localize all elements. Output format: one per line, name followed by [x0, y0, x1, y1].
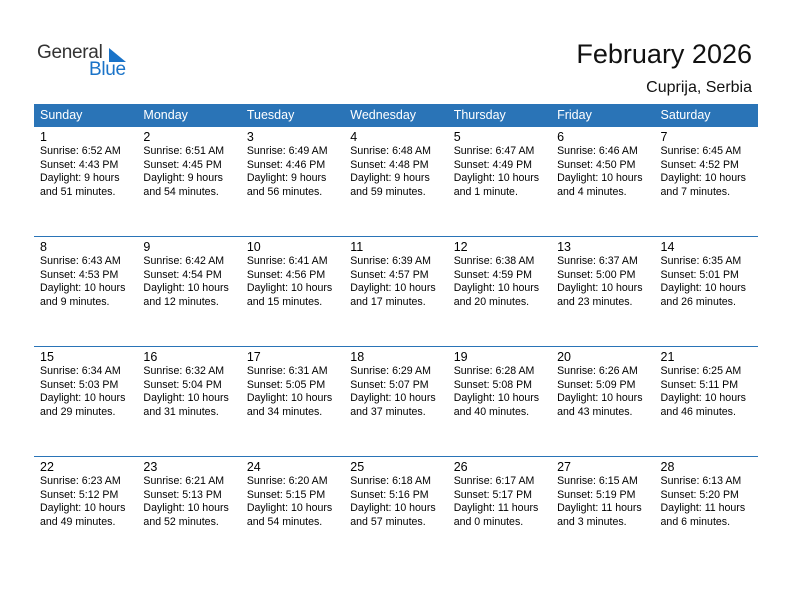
- sunset-text: Sunset: 5:17 PM: [453, 488, 533, 501]
- daylight-text: Daylight: 10 hours: [453, 392, 540, 404]
- sunrise-text: Sunrise: 6:39 AM: [350, 255, 431, 267]
- daylight-minutes-text: and 49 minutes.: [40, 515, 116, 528]
- daylight-minutes-text: and 12 minutes.: [143, 295, 219, 308]
- daylight-text: Daylight: 10 hours: [40, 282, 126, 294]
- sunset-text: Sunset: 4:59 PM: [453, 268, 533, 281]
- day-cell: [241, 127, 344, 236]
- daylight-minutes-text: and 34 minutes.: [246, 405, 323, 418]
- day-cell: [448, 457, 551, 566]
- daylight-text: Daylight: 10 hours: [350, 282, 436, 294]
- sunset-text: Sunset: 4:45 PM: [143, 158, 222, 171]
- sunrise-text: Sunrise: 6:23 AM: [40, 475, 121, 487]
- location-label: Cuprija, Serbia: [646, 79, 752, 96]
- daylight-text: Daylight: 11 hours: [557, 502, 642, 514]
- daylight-text: Daylight: 10 hours: [453, 172, 540, 184]
- day-number: 13: [557, 240, 572, 254]
- sunset-text: Sunset: 4:50 PM: [557, 158, 636, 171]
- daylight-text: Daylight: 11 hours: [660, 502, 746, 514]
- logo-text-general: General: [37, 42, 103, 63]
- daylight-minutes-text: and 17 minutes.: [350, 295, 426, 308]
- daylight-minutes-text: and 52 minutes.: [143, 515, 219, 528]
- sunset-text: Sunset: 4:54 PM: [143, 268, 222, 281]
- sunset-text: Sunset: 5:20 PM: [660, 488, 739, 501]
- day-number: 8: [40, 240, 47, 254]
- day-cell: [137, 127, 240, 236]
- daylight-minutes-text: and 43 minutes.: [557, 405, 633, 418]
- calendar-grid: [34, 104, 758, 566]
- day-cell: [551, 237, 654, 346]
- daylight-minutes-text: and 9 minutes.: [40, 295, 110, 308]
- day-cell: [241, 347, 344, 456]
- daylight-minutes-text: and 20 minutes.: [453, 295, 530, 308]
- sunrise-text: Sunrise: 6:18 AM: [350, 475, 431, 487]
- sunrise-text: Sunrise: 6:47 AM: [453, 145, 535, 157]
- day-number: 14: [660, 240, 675, 254]
- weekday-saturday: Saturday: [660, 108, 711, 122]
- daylight-minutes-text: and 7 minutes.: [660, 185, 731, 198]
- sunset-text: Sunset: 5:00 PM: [557, 268, 636, 281]
- sunset-text: Sunset: 4:56 PM: [246, 268, 326, 281]
- day-number: 25: [350, 460, 365, 474]
- day-number: 20: [557, 350, 572, 364]
- day-cell: [34, 457, 137, 566]
- day-cell: [34, 237, 137, 346]
- sunrise-text: Sunrise: 6:46 AM: [557, 145, 638, 157]
- daylight-text: Daylight: 9 hours: [350, 172, 430, 184]
- sunrise-text: Sunrise: 6:25 AM: [660, 365, 742, 377]
- daylight-text: Daylight: 9 hours: [246, 172, 327, 184]
- daylight-minutes-text: and 29 minutes.: [40, 405, 116, 418]
- sunrise-text: Sunrise: 6:52 AM: [40, 145, 121, 157]
- sunset-text: Sunset: 5:03 PM: [40, 378, 119, 391]
- daylight-text: Daylight: 10 hours: [660, 392, 746, 404]
- sunrise-text: Sunrise: 6:35 AM: [660, 255, 742, 267]
- weekday-sunday: Sunday: [40, 108, 83, 122]
- sunset-text: Sunset: 4:49 PM: [453, 158, 533, 171]
- sunset-text: Sunset: 5:05 PM: [246, 378, 326, 391]
- daylight-minutes-text: and 54 minutes.: [246, 515, 323, 528]
- sunrise-text: Sunrise: 6:32 AM: [143, 365, 225, 377]
- day-number: 24: [246, 460, 261, 474]
- day-cell: [344, 237, 447, 346]
- day-number: 17: [246, 350, 261, 364]
- day-cell: [551, 347, 654, 456]
- sunset-text: Sunset: 5:12 PM: [40, 488, 119, 501]
- day-number: 23: [143, 460, 158, 474]
- weekday-thursday: Thursday: [453, 108, 506, 122]
- day-cell: [241, 457, 344, 566]
- daylight-text: Daylight: 10 hours: [143, 502, 229, 514]
- day-cell: [241, 237, 344, 346]
- calendar-weeks: [34, 126, 758, 566]
- daylight-text: Daylight: 10 hours: [246, 282, 333, 294]
- day-number: 11: [350, 240, 364, 254]
- day-number: 18: [350, 350, 365, 364]
- daylight-minutes-text: and 26 minutes.: [660, 295, 736, 308]
- sunset-text: Sunset: 4:48 PM: [350, 158, 429, 171]
- sunset-text: Sunset: 5:13 PM: [143, 488, 222, 501]
- day-number: 5: [453, 130, 461, 144]
- sunrise-text: Sunrise: 6:15 AM: [557, 475, 638, 487]
- daylight-text: Daylight: 10 hours: [350, 392, 436, 404]
- day-cell: [655, 347, 758, 456]
- day-cell: [551, 127, 654, 236]
- calendar-week-row: [34, 456, 758, 566]
- sunset-text: Sunset: 5:07 PM: [350, 378, 429, 391]
- daylight-minutes-text: and 57 minutes.: [350, 515, 426, 528]
- logo: [37, 42, 137, 82]
- daylight-minutes-text: and 59 minutes.: [350, 185, 426, 198]
- sunrise-text: Sunrise: 6:20 AM: [246, 475, 328, 487]
- daylight-text: Daylight: 10 hours: [246, 502, 333, 514]
- daylight-minutes-text: and 0 minutes.: [453, 515, 524, 528]
- daylight-minutes-text: and 1 minute.: [453, 185, 518, 198]
- sunset-text: Sunset: 4:52 PM: [660, 158, 739, 171]
- sunrise-text: Sunrise: 6:21 AM: [143, 475, 225, 487]
- sunrise-text: Sunrise: 6:43 AM: [40, 255, 121, 267]
- sunset-text: Sunset: 5:11 PM: [660, 378, 739, 391]
- day-cell: [655, 237, 758, 346]
- daylight-text: Daylight: 10 hours: [350, 502, 436, 514]
- daylight-minutes-text: and 46 minutes.: [660, 405, 736, 418]
- day-cell: [137, 237, 240, 346]
- daylight-text: Daylight: 10 hours: [557, 172, 643, 184]
- daylight-text: Daylight: 10 hours: [40, 392, 126, 404]
- daylight-text: Daylight: 10 hours: [246, 392, 333, 404]
- sunset-text: Sunset: 5:09 PM: [557, 378, 636, 391]
- day-cell: [344, 347, 447, 456]
- day-number: 28: [660, 460, 675, 474]
- daylight-text: Daylight: 10 hours: [660, 282, 746, 294]
- sunrise-text: Sunrise: 6:42 AM: [143, 255, 225, 267]
- daylight-minutes-text: and 56 minutes.: [246, 185, 323, 198]
- daylight-text: Daylight: 10 hours: [143, 392, 229, 404]
- sunrise-text: Sunrise: 6:38 AM: [453, 255, 535, 267]
- day-cell: [551, 457, 654, 566]
- day-number: 21: [660, 350, 675, 364]
- day-cell: [448, 237, 551, 346]
- sunrise-text: Sunrise: 6:31 AM: [246, 365, 328, 377]
- daylight-text: Daylight: 10 hours: [453, 282, 540, 294]
- day-number: 15: [40, 350, 54, 364]
- day-number: 7: [660, 130, 668, 144]
- day-number: 19: [453, 350, 468, 364]
- day-cell: [137, 347, 240, 456]
- day-number: 12: [453, 240, 468, 254]
- daylight-text: Daylight: 9 hours: [40, 172, 120, 184]
- sunrise-text: Sunrise: 6:37 AM: [557, 255, 638, 267]
- day-cell: [137, 457, 240, 566]
- daylight-minutes-text: and 4 minutes.: [557, 185, 627, 198]
- sunrise-text: Sunrise: 6:51 AM: [143, 145, 225, 157]
- daylight-minutes-text: and 3 minutes.: [557, 515, 627, 528]
- calendar-week-row: [34, 236, 758, 346]
- day-number: 1: [40, 130, 47, 144]
- daylight-minutes-text: and 51 minutes.: [40, 185, 116, 198]
- weekday-friday: Friday: [557, 108, 592, 122]
- sunset-text: Sunset: 4:43 PM: [40, 158, 119, 171]
- logo-text-blue: Blue: [89, 59, 126, 80]
- day-cell: [448, 347, 551, 456]
- daylight-text: Daylight: 10 hours: [660, 172, 746, 184]
- daylight-text: Daylight: 9 hours: [143, 172, 223, 184]
- sunrise-text: Sunrise: 6:26 AM: [557, 365, 638, 377]
- daylight-minutes-text: and 31 minutes.: [143, 405, 219, 418]
- weekday-wednesday: Wednesday: [350, 108, 417, 122]
- day-cell: [655, 127, 758, 236]
- calendar-week-row: [34, 126, 758, 236]
- sunset-text: Sunset: 5:04 PM: [143, 378, 222, 391]
- sunset-text: Sunset: 4:53 PM: [40, 268, 119, 281]
- sunrise-text: Sunrise: 6:48 AM: [350, 145, 431, 157]
- daylight-text: Daylight: 10 hours: [557, 392, 643, 404]
- daylight-text: Daylight: 11 hours: [453, 502, 539, 514]
- daylight-text: Daylight: 10 hours: [40, 502, 126, 514]
- day-number: 27: [557, 460, 572, 474]
- weekday-header: [34, 104, 758, 126]
- sunrise-text: Sunrise: 6:17 AM: [453, 475, 535, 487]
- sunrise-text: Sunrise: 6:29 AM: [350, 365, 431, 377]
- day-number: 9: [143, 240, 151, 254]
- page-title: February 2026: [576, 39, 752, 69]
- sunrise-text: Sunrise: 6:45 AM: [660, 145, 742, 157]
- sunrise-text: Sunrise: 6:34 AM: [40, 365, 121, 377]
- day-number: 6: [557, 130, 565, 144]
- weekday-tuesday: Tuesday: [246, 108, 295, 122]
- sunrise-text: Sunrise: 6:13 AM: [660, 475, 742, 487]
- sunset-text: Sunset: 5:08 PM: [453, 378, 533, 391]
- sunset-text: Sunset: 5:19 PM: [557, 488, 636, 501]
- sunrise-text: Sunrise: 6:49 AM: [246, 145, 328, 157]
- daylight-minutes-text: and 6 minutes.: [660, 515, 731, 528]
- day-number: 4: [350, 130, 358, 144]
- sunset-text: Sunset: 5:16 PM: [350, 488, 429, 501]
- sunset-text: Sunset: 5:01 PM: [660, 268, 739, 281]
- daylight-minutes-text: and 23 minutes.: [557, 295, 633, 308]
- day-number: 10: [246, 240, 261, 254]
- sunset-text: Sunset: 4:46 PM: [246, 158, 326, 171]
- daylight-minutes-text: and 54 minutes.: [143, 185, 219, 198]
- day-number: 26: [453, 460, 468, 474]
- day-number: 16: [143, 350, 158, 364]
- day-number: 3: [246, 130, 254, 144]
- day-cell: [34, 347, 137, 456]
- sunset-text: Sunset: 4:57 PM: [350, 268, 429, 281]
- sunrise-text: Sunrise: 6:41 AM: [246, 255, 328, 267]
- daylight-minutes-text: and 40 minutes.: [453, 405, 530, 418]
- sunrise-text: Sunrise: 6:28 AM: [453, 365, 535, 377]
- day-cell: [344, 457, 447, 566]
- day-cell: [655, 457, 758, 566]
- day-cell: [34, 127, 137, 236]
- daylight-text: Daylight: 10 hours: [143, 282, 229, 294]
- weekday-monday: Monday: [143, 108, 188, 122]
- calendar-week-row: [34, 346, 758, 456]
- daylight-minutes-text: and 15 minutes.: [246, 295, 323, 308]
- day-cell: [448, 127, 551, 236]
- sunset-text: Sunset: 5:15 PM: [246, 488, 326, 501]
- daylight-text: Daylight: 10 hours: [557, 282, 643, 294]
- day-number: 2: [143, 130, 151, 144]
- day-number: 22: [40, 460, 54, 474]
- day-cell: [344, 127, 447, 236]
- daylight-minutes-text: and 37 minutes.: [350, 405, 426, 418]
